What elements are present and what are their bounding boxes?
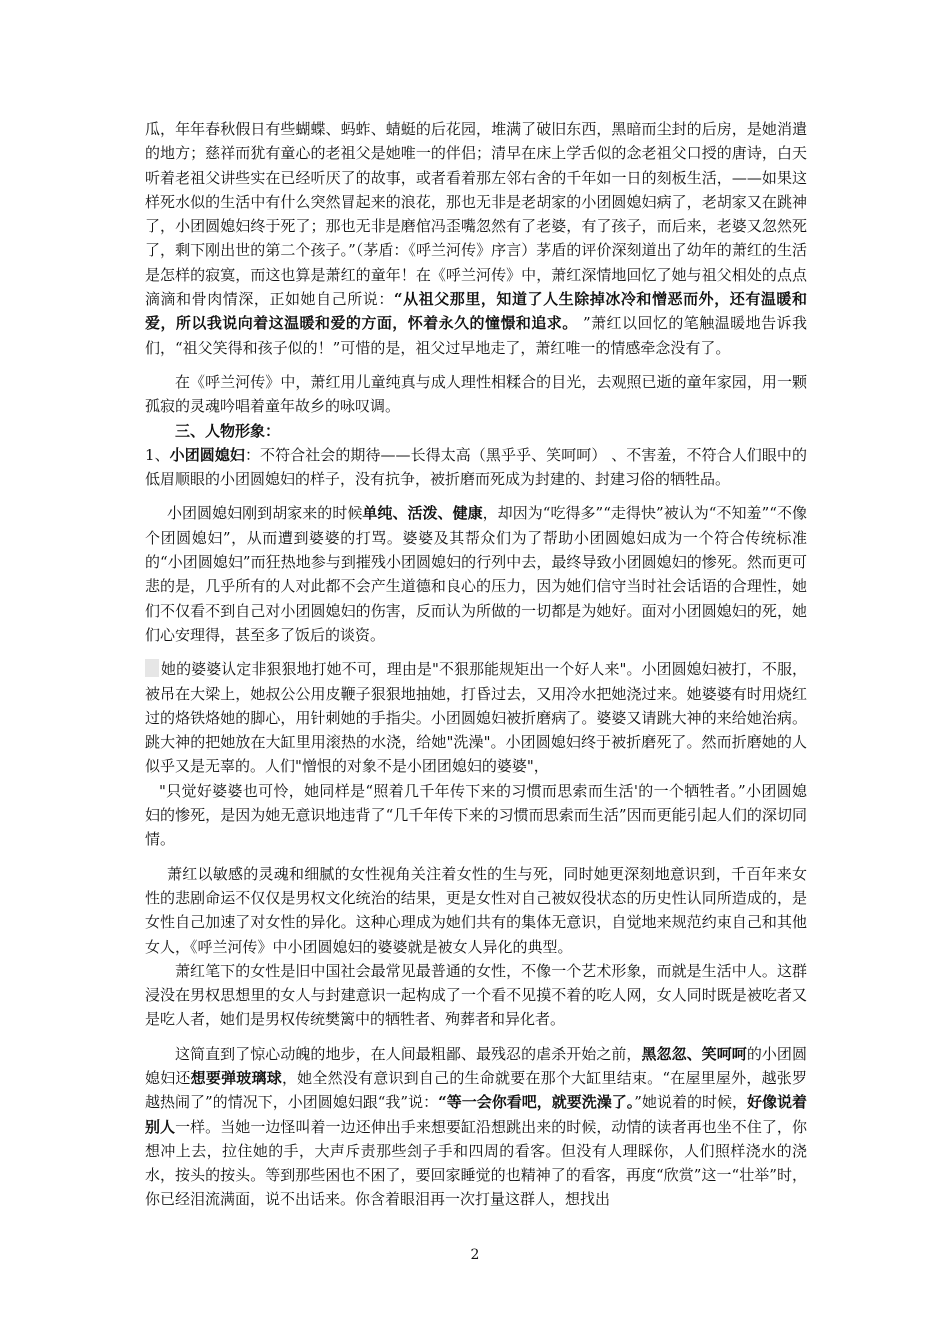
emphasis-quote: “等一会你看吧，就要洗澡了。 [438,1093,635,1112]
paragraph-gaze: 在《呼兰河传》中，萧红用儿童纯真与成人理性相糅合的目光，去观照已逝的童年家园，用一颗孤寂的灵魂吟唱着童年故乡的咏叹调。 [145,372,807,416]
list-number: 1、 [145,445,170,464]
paragraph-women: 萧红笔下的女性是旧中国社会最常见最普通的女性，不像一个艺术形象，而就是生活中人。这群浸没在男权思想里的女人与封建意识一起构成了一个看不见摸不着的吃人网，女人同时既是被吃者又是吃人者，她们是男权传统樊篱中的牺牲者、殉葬者和异化者。 [145,961,807,1029]
text: ，却因为“吃得多”“走得快”被认为“不知羞”“不像个团圆媳妇”，从而遭到婆婆的打骂。婆婆及其帮众们为了帮助小团圆媳妇成为一个符合传统标准的“小团圆媳妇”而狂热地参与到摧残小团圆媳妇的行列中去，最终导致小团圆媳妇的惨死。然而更可悲的是，几乎所有的人对此都不会产生道德和良心的压力，因为她们信守当时社会话语的合理性，她们不仅看不到自己对小团圆媳妇的伤害，反而认为所做的一切都是为她好。面对小团圆媳妇的死，她们心安理得，甚至多了饭后的谈资。 [145,504,807,644]
paragraph-childhood [145,117,807,360]
text: 这简直到了惊心动魄的地步，在人间最粗鄙、最残忍的虐杀开始之前， [175,1044,642,1063]
text: ：不符合社会的期待——长得太高（黑乎乎、笑呵呵） 、不害羞，不符合人们眼中的低眉顺眼的小团圆媳妇的样子，没有抗争，被折磨而死成为封建的、封建习俗的牺牲品。 [145,445,807,489]
text: ”萧红以回忆的笔触温暖地告诉我们，“祖父笑得和孩子似的！”可惜的是，祖父过早地走了，萧红唯一的情感牵念没有了。 [145,314,807,357]
character-name: 小团圆媳妇 [169,445,245,464]
text: ”她说着的时候， [634,1093,747,1112]
emphasis: 想要弹玻璃球 [190,1068,282,1087]
text: 一样。当她一边怪叫着一边还伸出手来想要缸沿想跳出来的时候，动情的读者再也坐不住了，你想冲上去，拉住她的手，大声斥责那些刽子手和四周的看客。但没有人理睬你，人们照样浇水的浇水，按头的按头。等到那些困也不困了，要回家睡觉的也精神了的看客，再度“欣赏”这一“壮举”时，你已经泪流满面，说不出话来。你含着眼泪再一次打量这群人，想找出 [145,1117,807,1209]
section-heading: 三、人物形象： [175,421,281,440]
text: 的小团圆媳妇还 [145,1044,807,1087]
emphasis-quote: “从祖父那里，知道了人生除掉冰冷和憎恶而外，还有温暖和爱，所以我说向着这温暖和爱的方面，怀着永久的憧憬和追求。 [145,290,807,333]
text: 瓜，年年春秋假日有些蝴蝶、蚂蚱、蜻蜓的后花园，堆满了破旧东西，黑暗而尘封的后房，是她消遣的地方；慈祥而犹有童心的老祖父是她唯一的伴侣；清早在床上学舌似的念老祖父口授的唐诗，白天听着老祖父讲些实在已经听厌了的故事，或者看着那左邻右舍的千年如一日的刻板生活，——如果这样死水似的生活中有什么突然冒起来的浪花，那也无非是老胡家的小团圆媳妇病了，老胡家又在跳神了，小团圆媳妇终于死了；那也无非是磨倌冯歪嘴忽然有了老婆，有了孩子，而后来，老婆又忽然死了，剩下刚出世的第二个孩子。”（茅盾：《呼兰河传》序言）茅盾的评价深刻道出了幼年的萧红的生活是怎样的寂寞，而这也算是萧红的童年！在《呼兰河传》中，萧红深情地回忆了她与祖父相处的点点滴滴和骨肉情深，正如她自己所说： [145,120,807,309]
text: 小团圆媳妇刚到胡家来的时候 [167,504,363,523]
emphasis: 单纯、活泼、健康 [362,504,483,523]
paragraph-character-intro [145,443,807,492]
text: 她的婆婆认定非狠狠地打她不可，理由是"不狠那能规矩出一个好人来"。小团圆媳妇被打，不服，被吊在大梁上，她叔公公用皮鞭子狠狠地抽她，打昏过去，又用冷水把她浇过来。她婆婆有时用烧红过的烙铁烙她的脚心，用针刺她的手指尖。小团圆媳妇被折磨病了。婆婆又请跳大神的来给她治病。跳大神的把她放在大缸里用滚热的水浇，给她"洗澡"。小团圆媳妇终于被折磨死了。然而折磨她的人似乎又是无辜的。人们"憎恨的对象不是小团团媳妇的婆婆"， [145,660,807,776]
paragraph-bath-scene [145,1042,807,1212]
paragraph-arrival [145,501,807,647]
emphasis: 好像说着别人 [145,1093,807,1136]
highlight-mark [145,659,159,677]
paragraph-sympathy: "只觉好婆婆也可怜，她同样是“照着几千年传下来的习惯而思索而生活'的一个牺牲者。”小团圆媳妇的惨死，是因为她无意识地违背了“几千年传下来的习惯而思索而生活”因而更能引起人们的深切同情。 [145,781,807,849]
document-body [145,117,807,1212]
text: ，她全然没有意识到自己的生命就要在那个大缸里结束。“在屋里屋外，越张罗越热闹了”的情况下，小团圆媳妇跟“我”说： [145,1068,807,1112]
paragraph-abuse [145,657,807,778]
page-number: 2 [470,1247,480,1263]
paragraph-female-view: 萧红以敏感的灵魂和细腻的女性视角关注着女性的生与死，同时她更深刻地意识到，千百年来女性的悲剧命运不仅仅是男权文化统治的结果，更是女性对自己被奴役状态的历史性认同所造成的，是女性自己加速了对女性的异化。这种心理成为她们共有的集体无意识，自觉地来规范约束自己和其他女人，《呼兰河传》中小团圆媳妇的婆婆就是被女人异化的典型。 [145,864,807,956]
emphasis: 黑忽忽、笑呵呵 [641,1044,747,1063]
